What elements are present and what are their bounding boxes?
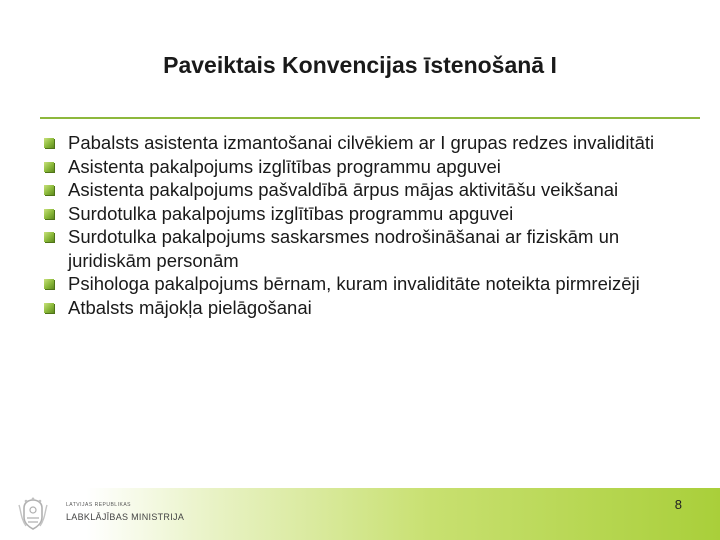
list-item-text: Surdotulka pakalpojums izglītības programmu apguvei [68,202,514,224]
square-bullet-icon [44,138,54,148]
logo-text-bottom: LABKLĀJĪBAS MINISTRIJA [66,512,185,522]
list-item [44,178,684,202]
list-item-text: Pabalsts asistenta izmantošanai cilvēkiem ar I grupas redzes invaliditāti [68,132,655,153]
square-bullet-icon [44,279,54,289]
square-bullet-icon [44,209,54,219]
list-item [44,272,684,296]
list-item-text: Asistenta pakalpojums pašvaldībā ārpus mājas aktivitāšu veikšanai [68,179,619,200]
square-bullet-icon [44,303,54,313]
square-bullet-icon [44,162,54,172]
list-item-text: Surdotulka pakalpojums saskarsmes nodrošināšanai ar fiziskām un juridiskām personām [68,226,620,271]
bullet-list [44,131,684,319]
list-item [44,296,684,320]
list-item [44,155,684,179]
list-item [44,202,684,226]
list-item [44,225,684,272]
ministry-logo [14,497,214,531]
list-item-text: Psihologa pakalpojums bērnam, kuram invaliditāte noteikta pirmreizēji [68,273,640,294]
list-item-text: Asistenta pakalpojums izglītības programmu apguvei [68,155,501,177]
square-bullet-icon [44,185,54,195]
coat-of-arms-icon [14,497,52,531]
list-item [44,131,684,155]
slide-title: Paveiktais Konvencijas īstenošanā I [163,52,557,78]
page-number: 8 [674,497,682,512]
list-item-text: Atbalsts mājokļa pielāgošanai [68,296,312,318]
title-divider [40,117,700,119]
logo-text-top: LATVIJAS REPUBLIKAS [66,502,131,508]
square-bullet-icon [44,232,54,242]
